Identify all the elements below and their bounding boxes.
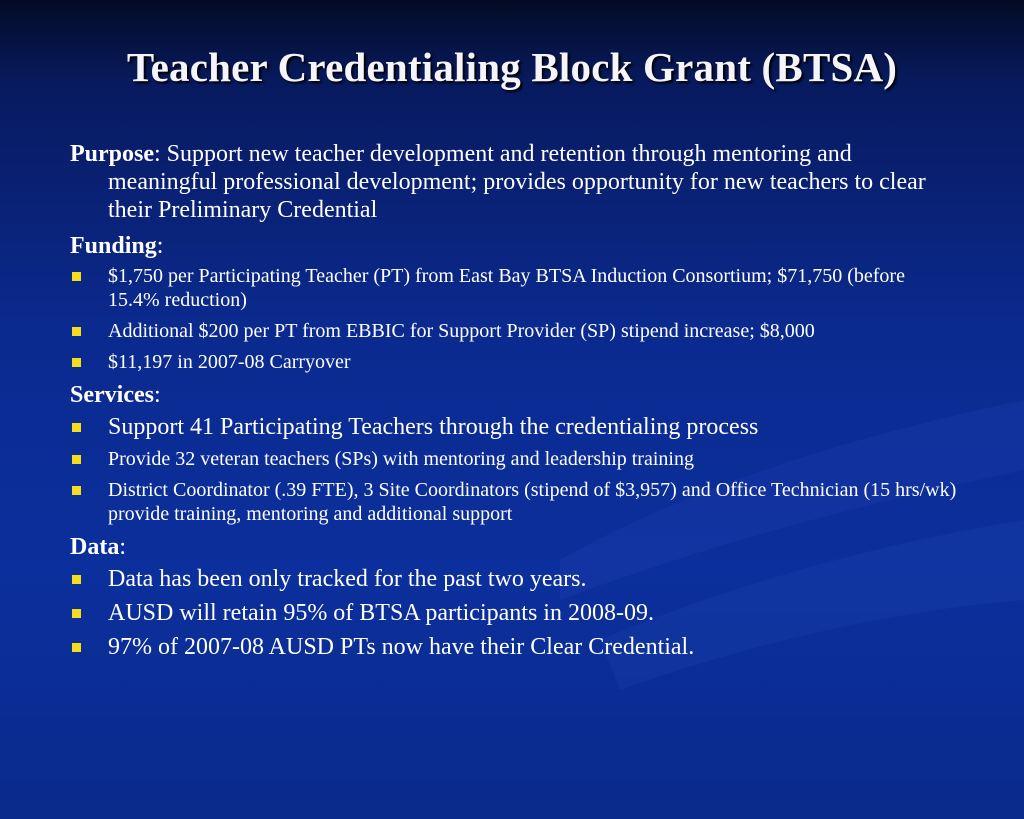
bullet-square-icon: [72, 575, 81, 584]
bullet-square-icon: [72, 327, 81, 336]
funding-item: [70, 350, 960, 374]
data-item: [70, 599, 960, 627]
bullet-square-icon: [72, 643, 81, 652]
data-item: [70, 633, 960, 661]
bullet-square-icon: [72, 486, 81, 495]
data-item-text: Data has been only tracked for the past two years.: [108, 566, 587, 592]
funding-list: [70, 264, 960, 374]
bullet-square-icon: [72, 272, 81, 281]
services-item-text: Support 41 Participating Teachers through the credentialing process: [108, 414, 759, 440]
services-item-text: Provide 32 veteran teachers (SPs) with mentoring and leadership training: [108, 448, 694, 470]
funding-label: Funding: [70, 233, 157, 259]
data-item-text: AUSD will retain 95% of BTSA participants in 2008-09.: [108, 600, 654, 626]
services-item: [70, 447, 960, 471]
data-item-text: 97% of 2007-08 AUSD PTs now have their Clear Credential.: [108, 634, 695, 660]
funding-colon: :: [156, 233, 164, 259]
slide-title: Teacher Credentialing Block Grant (BTSA): [126, 44, 898, 90]
services-item-text: District Coordinator (.39 FTE), 3 Site Coordinators (stipend of $3,957) and Office Technician (15 hrs/wk) provide training, mentoring and additional support: [108, 479, 957, 525]
funding-heading: [70, 232, 960, 260]
funding-item: [70, 264, 960, 312]
data-label: Data: [70, 534, 120, 560]
services-colon: :: [153, 382, 161, 408]
slide-body: [70, 140, 960, 667]
purpose-paragraph: [70, 140, 960, 224]
services-item: [70, 478, 960, 526]
data-item: [70, 565, 960, 593]
data-list: [70, 565, 960, 661]
data-colon: :: [119, 534, 126, 560]
services-list: [70, 413, 960, 526]
services-item: [70, 413, 960, 441]
funding-item-text: Additional $200 per PT from EBBIC for Support Provider (SP) stipend increase; $8,000: [108, 320, 815, 342]
funding-item-text: $11,197 in 2007-08 Carryover: [108, 351, 351, 373]
bullet-square-icon: [72, 358, 81, 367]
bullet-square-icon: [72, 609, 81, 618]
services-label: Services: [70, 382, 154, 408]
funding-item: [70, 319, 960, 343]
data-heading: [70, 533, 960, 561]
funding-item-text: $1,750 per Participating Teacher (PT) from East Bay BTSA Induction Consortium; $71,750 (before 15.4% reduction): [108, 265, 905, 311]
bullet-square-icon: [72, 423, 81, 432]
purpose-label: Purpose: [70, 141, 154, 167]
purpose-text: : Support new teacher development and retention through mentoring and meaningful professional development; provides opportunity for new teachers to clear their Preliminary Credential: [108, 141, 926, 223]
services-heading: [70, 381, 960, 409]
bullet-square-icon: [72, 455, 81, 464]
